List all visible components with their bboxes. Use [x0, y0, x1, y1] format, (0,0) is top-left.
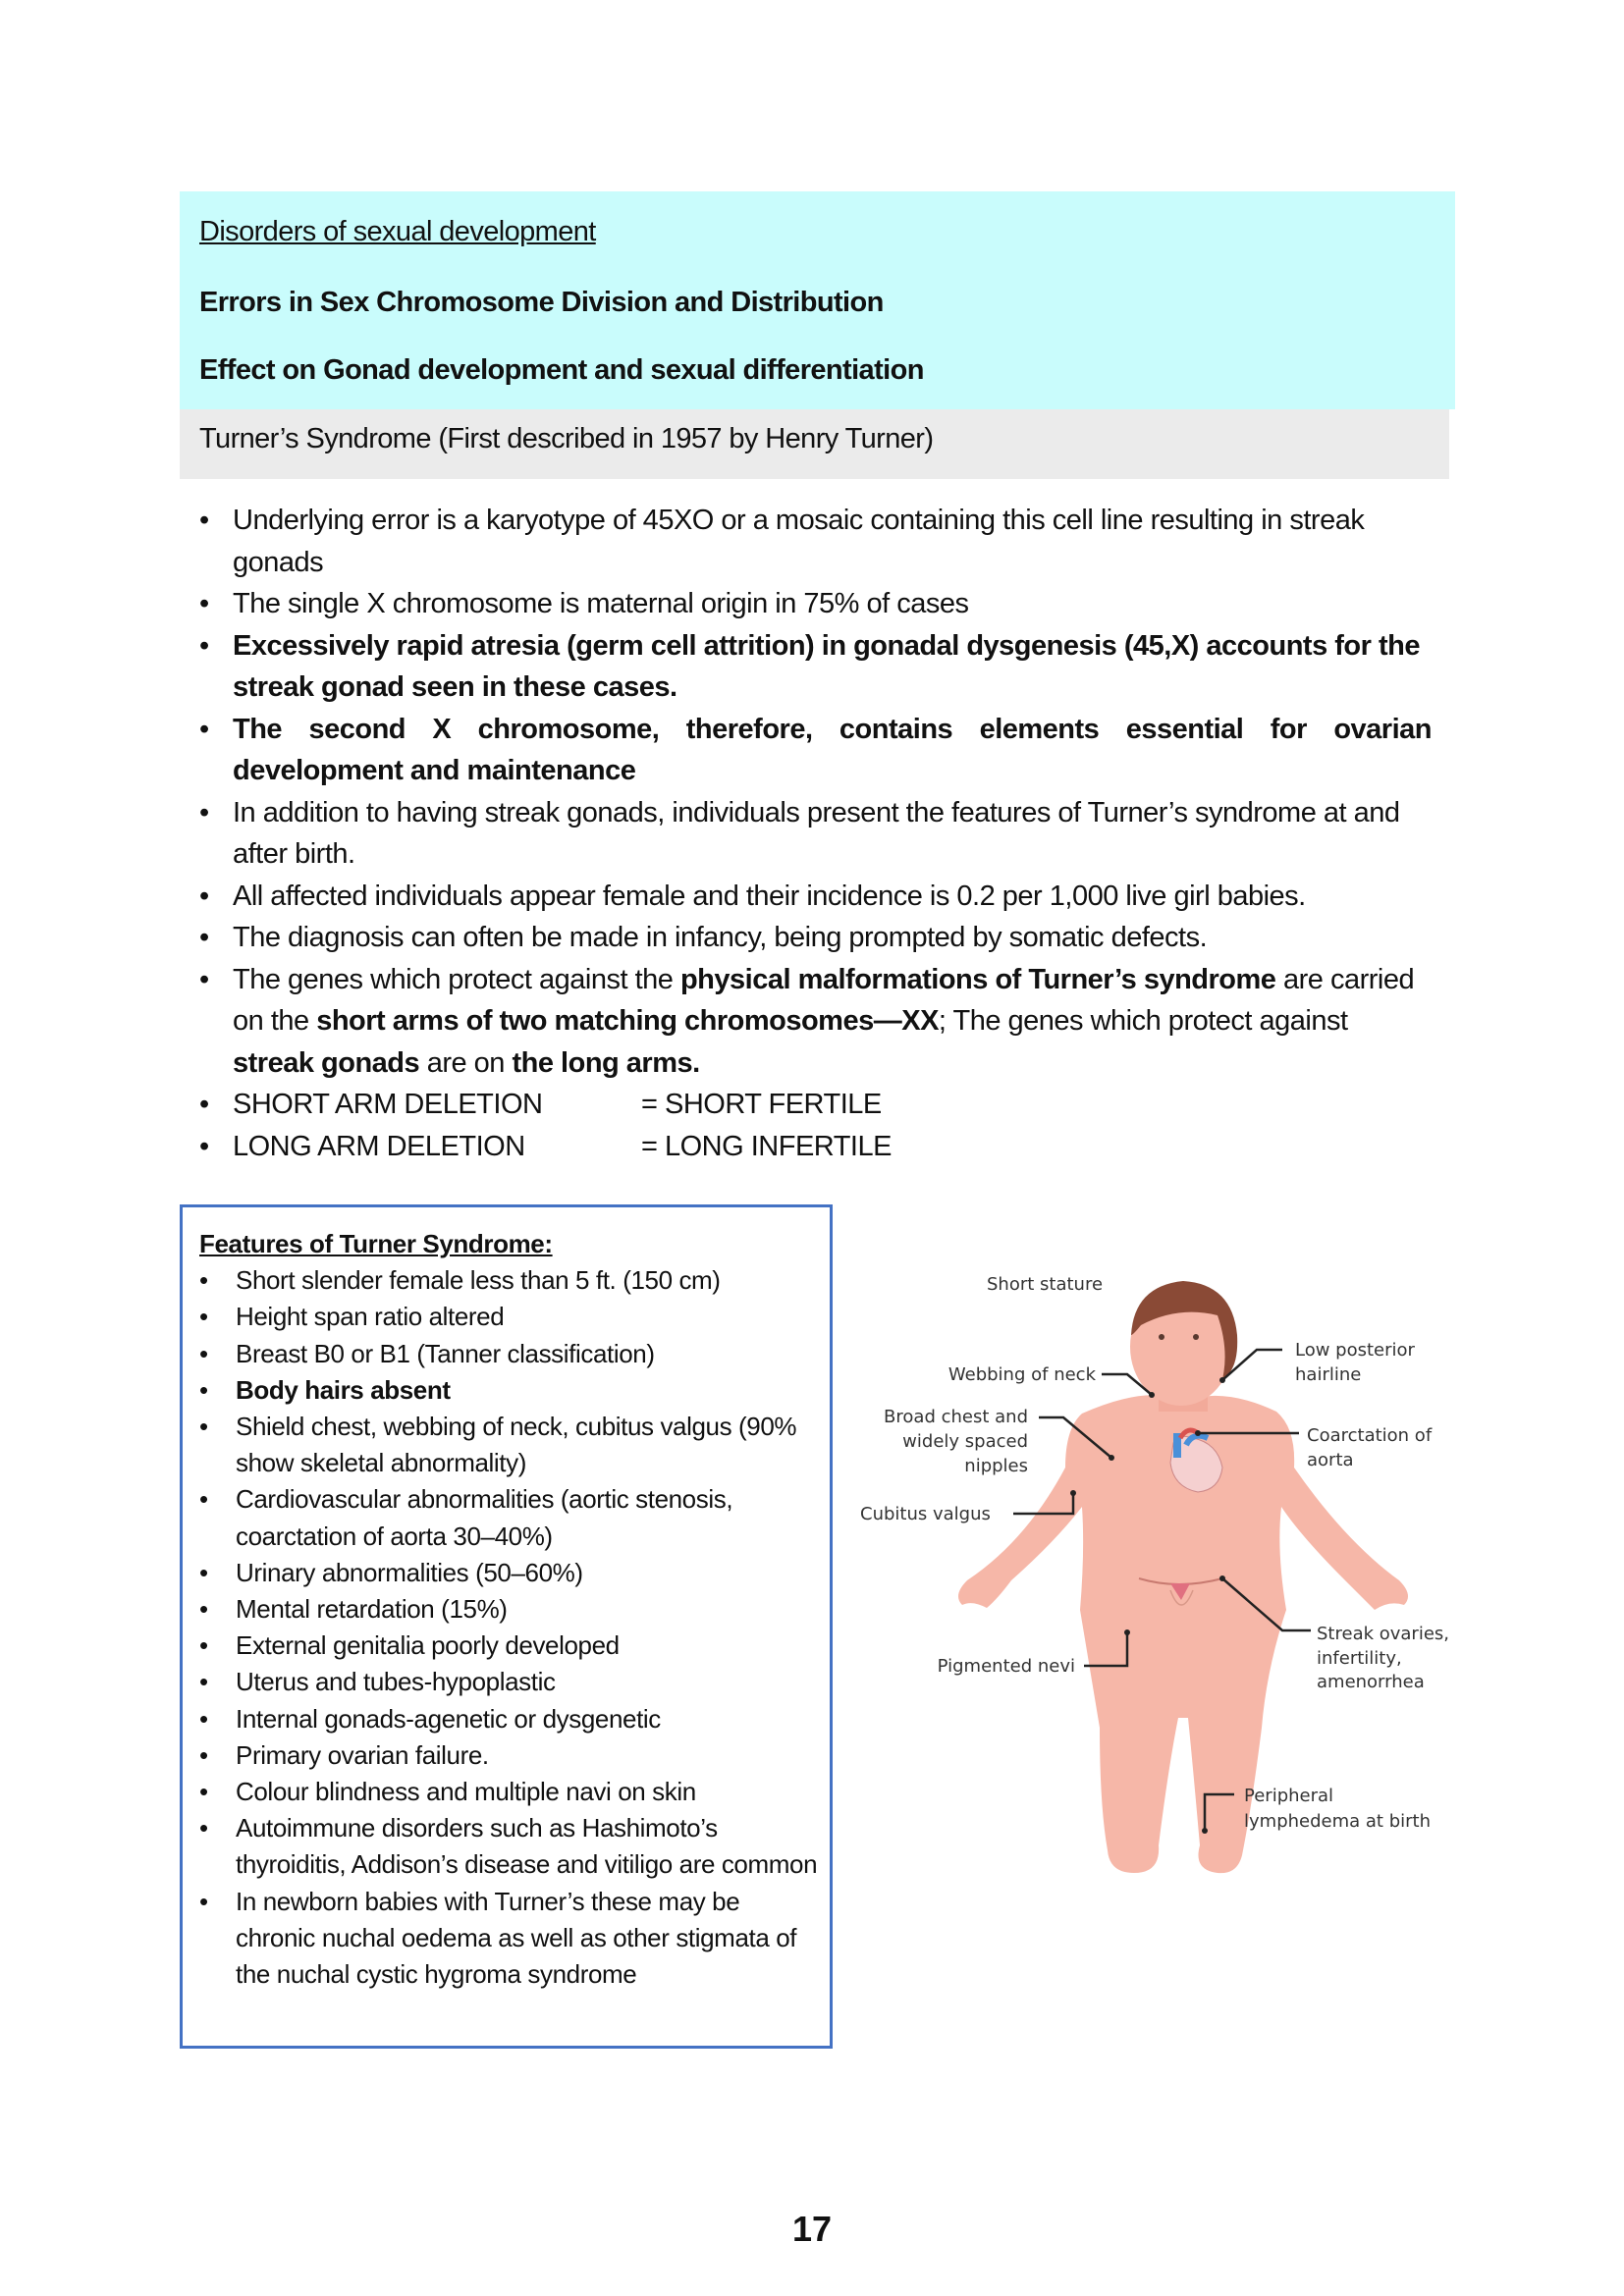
label-lymphedema-1: Peripheral [1244, 1786, 1334, 1806]
bullet-icon: • [199, 713, 209, 745]
bullet-text: All affected individuals appear female and their incidence is 0.2 per 1,000 live girl babies. [233, 880, 1306, 912]
feature-item [199, 1810, 818, 1883]
bullet-icon: • [199, 1557, 208, 1587]
bullet-item [199, 625, 1432, 709]
feature-item [199, 1262, 818, 1299]
feature-text: Colour blindness and multiple navi on skin [236, 1777, 696, 1807]
feature-item [199, 1628, 818, 1664]
bullet-item [199, 959, 1432, 1085]
label-pigmented-nevi: Pigmented nevi [937, 1656, 1075, 1677]
feature-text: Uterus and tubes-hypoplastic [236, 1667, 556, 1697]
label-coarctation-1: Coarctation of [1307, 1425, 1433, 1446]
deletion-result: = SHORT FERTILE [641, 1089, 882, 1120]
bullet-icon: • [199, 1374, 208, 1405]
feature-text: Height span ratio altered [236, 1302, 505, 1332]
features-title: Features of Turner Syndrome: [199, 1229, 553, 1258]
deletion-result: = LONG INFERTILE [641, 1130, 892, 1162]
label-hairline-2: hairline [1295, 1364, 1362, 1385]
bullet-item [199, 500, 1432, 583]
bullet-text: The genes which protect against the [233, 963, 680, 995]
feature-item [199, 1372, 818, 1409]
label-ovaries-2: infertility, [1317, 1648, 1402, 1669]
bullet-icon: • [199, 1630, 208, 1661]
bullet-item [199, 917, 1432, 959]
page-number: 17 [791, 2209, 833, 2249]
bullet-icon: • [199, 796, 209, 828]
feature-text: Shield chest, webbing of neck, cubitus valgus (90% show skeletal abnormality) [236, 1412, 797, 1478]
section-title: Disorders of sexual development [199, 216, 596, 247]
bullet-icon: • [199, 1594, 208, 1625]
bullet-icon: • [199, 588, 209, 619]
bullet-icon: • [199, 1813, 208, 1843]
feature-text: Mental retardation (15%) [236, 1594, 508, 1625]
bullet-icon: • [199, 1089, 209, 1120]
feature-item [199, 1774, 818, 1810]
label-webbing-neck: Webbing of neck [947, 1364, 1096, 1385]
bullet-icon: • [199, 880, 209, 912]
bullet-icon: • [199, 1777, 208, 1807]
bullet-text: ; The genes which protect against [938, 1005, 1348, 1037]
heading-errors: Errors in Sex Chromosome Division and Distribution [199, 287, 884, 318]
label-ovaries-3: amenorrhea [1317, 1672, 1425, 1692]
feature-item [199, 1737, 818, 1774]
feature-text: Cardiovascular abnormalities (aortic stenosis, coarctation of aorta 30–40%) [236, 1484, 733, 1551]
bullet-icon: • [199, 922, 209, 953]
bullet-icon: • [199, 1886, 208, 1916]
feature-text: Breast B0 or B1 (Tanner classification) [236, 1338, 655, 1368]
feature-item [199, 1409, 818, 1481]
label-short-stature: Short stature [987, 1274, 1104, 1295]
bullet-icon: • [199, 1338, 208, 1368]
feature-text: Internal gonads-agenetic or dysgenetic [236, 1703, 661, 1734]
bullet-text: are on [419, 1046, 513, 1079]
label-chest-3: nipples [964, 1456, 1028, 1476]
bullet-icon: • [199, 1739, 208, 1770]
bullet-text: short arms of two matching chromosomes—XX [316, 1005, 939, 1037]
feature-text: Autoimmune disorders such as Hashimoto’s thyroiditis, Addison’s disease and vitiligo are common [236, 1813, 818, 1880]
label-coarctation-2: aorta [1307, 1450, 1354, 1470]
feature-text: Primary ovarian failure. [236, 1739, 489, 1770]
bullet-text: Underlying error is a karyotype of 45XO or a mosaic containing this cell line resulting in streak gonads [233, 505, 1365, 578]
label-chest-2: widely spaced [902, 1431, 1028, 1452]
label-chest-1: Broad chest and [884, 1407, 1028, 1427]
feature-item [199, 1591, 818, 1628]
bullet-text: Excessively rapid atresia (germ cell attrition) in gonadal dysgenesis (45,X) accounts for the streak gonad seen in these cases. [233, 629, 1420, 703]
feature-text: In newborn babies with Turner’s these may be chronic nuchal oedema as well as other stigmata of the nuchal cystic hygroma syndrome [236, 1886, 797, 1990]
bullet-text: the long arms. [512, 1046, 700, 1079]
bullet-text: are carried on the [233, 963, 1415, 1037]
deletion-item [199, 1084, 1432, 1126]
bullet-list [199, 500, 1432, 1167]
bullet-text: The single X chromosome is maternal origin in 75% of cases [233, 588, 969, 619]
feature-text: External genitalia poorly developed [236, 1630, 620, 1661]
feature-text: Urinary abnormalities (50–60%) [236, 1557, 583, 1587]
bullet-icon: • [199, 1265, 208, 1296]
feature-item [199, 1884, 818, 1994]
bullet-icon: • [199, 1667, 208, 1697]
feature-item [199, 1701, 818, 1737]
deletion-item [199, 1126, 1432, 1168]
bullet-text: In addition to having streak gonads, individuals present the features of Turner’s syndrome at and after birth. [233, 796, 1400, 870]
bullet-item [199, 583, 1432, 625]
label-cubitus-valgus: Cubitus valgus [860, 1504, 991, 1524]
feature-item [199, 1299, 818, 1335]
feature-text: Short slender female less than 5 ft. (150 cm) [236, 1265, 721, 1296]
label-ovaries-1: Streak ovaries, [1317, 1624, 1450, 1644]
bullet-text: physical malformations of Turner’s syndrome [679, 963, 1276, 995]
bullet-text: streak gonads [233, 1046, 420, 1079]
deletion-type: LONG ARM DELETION [233, 1130, 525, 1162]
label-hairline-1: Low posterior [1295, 1340, 1415, 1361]
bullet-item [199, 792, 1432, 876]
bullet-item [199, 876, 1432, 918]
bullet-icon: • [199, 629, 209, 662]
bullet-icon: • [199, 1412, 208, 1442]
bullet-icon: • [199, 1130, 209, 1162]
label-lymphedema-2: lymphedema at birth [1244, 1811, 1431, 1832]
turner-syndrome-illustration [854, 1256, 1483, 2022]
heading-effect: Effect on Gonad development and sexual differentiation [199, 354, 924, 386]
feature-item [199, 1555, 818, 1591]
feature-item [199, 1481, 818, 1554]
bullet-icon: • [199, 1302, 208, 1332]
bullet-item [199, 709, 1432, 792]
bullet-icon: • [199, 963, 209, 995]
feature-item [199, 1664, 818, 1700]
feature-text: Body hairs absent [236, 1374, 451, 1405]
deletion-type: SHORT ARM DELETION [233, 1089, 543, 1120]
feature-item [199, 1336, 818, 1372]
bullet-icon: • [199, 1484, 208, 1515]
bullet-icon: • [199, 505, 209, 536]
topic-title: Turner’s Syndrome (First described in 1957 by Henry Turner) [199, 423, 934, 454]
bullet-text: The second X chromosome, therefore, contains elements essential for ovarian development and maintenance [233, 713, 1432, 786]
bullet-icon: • [199, 1703, 208, 1734]
features-list [199, 1226, 818, 1993]
bullet-text: The diagnosis can often be made in infancy, being prompted by somatic defects. [233, 922, 1208, 953]
